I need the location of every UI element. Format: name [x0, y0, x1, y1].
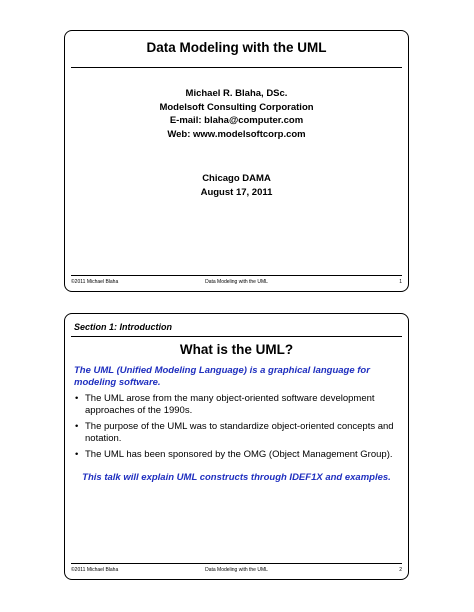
author-name: Michael R. Blaha, DSc. — [185, 88, 288, 99]
bullet-icon: • — [75, 421, 79, 432]
footer-copyright: ©2011 Michael Blaha — [71, 567, 119, 573]
list-item — [74, 421, 399, 445]
closing-text: This talk will explain UML constructs through IDEF1X and examples. — [82, 472, 391, 483]
section-divider — [71, 336, 402, 337]
bullet-list — [74, 393, 399, 465]
event-block — [65, 172, 408, 199]
bullet-text: The UML has been sponsored by the OMG (Object Management Group). — [85, 449, 393, 460]
footer-copyright: ©2011 Michael Blaha — [71, 279, 119, 285]
bullet-text: The purpose of the UML was to standardize object-oriented concepts and notation. — [85, 421, 394, 444]
web-text: Web: www.modelsoftcorp.com — [167, 128, 306, 140]
company-name: Modelsoft Consulting Corporation — [159, 101, 314, 113]
title-divider — [71, 67, 402, 68]
slide-2 — [64, 313, 409, 580]
slide-title: What is the UML? — [179, 342, 294, 357]
footer-divider — [71, 563, 402, 564]
list-item — [74, 393, 399, 417]
author-block — [65, 87, 408, 141]
slide-footer — [71, 567, 402, 575]
slide-footer — [71, 279, 402, 287]
footer-page-number: 1 — [399, 279, 402, 285]
bullet-icon: • — [75, 449, 79, 460]
slide-title: Data Modeling with the UML — [146, 40, 327, 55]
event-name: Chicago DAMA — [202, 173, 271, 184]
section-label: Section 1: Introduction — [74, 322, 172, 332]
footer-page-number: 2 — [399, 567, 402, 573]
bullet-text: The UML arose from the many object-oriented software development approaches of the 1990s. — [85, 393, 375, 416]
list-item — [74, 449, 399, 461]
footer-title: Data Modeling with the UML — [205, 567, 268, 573]
footer-divider — [71, 275, 402, 276]
email-text: E-mail: blaha@computer.com — [169, 115, 304, 126]
bullet-icon: • — [75, 393, 79, 404]
event-date: August 17, 2011 — [200, 186, 273, 198]
slide-1 — [64, 30, 409, 292]
footer-title: Data Modeling with the UML — [205, 279, 268, 285]
intro-text: The UML (Unified Modeling Language) is a graphical language for modeling software. — [74, 365, 370, 388]
